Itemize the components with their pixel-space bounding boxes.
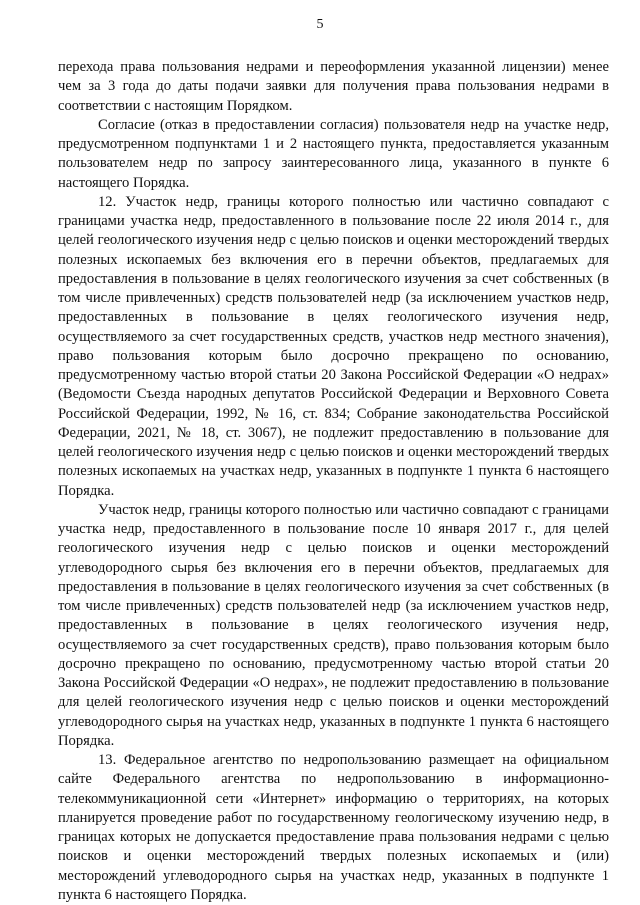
paragraph-continuation: перехода права пользования недрами и переоформления указанной лицензии) менее чем за 3 года до даты подачи заявки для получения права пользования недрами в соответствии с настоящим Порядком. xyxy=(58,59,609,114)
document-body xyxy=(58,58,609,905)
paragraph-consent: Согласие (отказ в предоставлении согласия) пользователя недр на участке недр, предусмотренном подпунктами 1 и 2 настоящего пункта, предоставляется указанным пользователем недр по запросу заинтересованного лица, указанного в пункте 6 настоящего Порядка. xyxy=(58,116,609,191)
paragraph-item-13: 13. Федеральное агентство по недропользованию размещает на официальном сайте Федерального агентства по недропользованию в информационно-телекоммуникационной сети «Интернет» информацию о территориях, на которых планируется проведение работ по государственному геологическому изучению недр, в границах которых не допускается предоставление права пользования недрами с целью поисков и оценки месторождений твердых полезных ископаемых и (или) месторождений углеводородного сырья на участках недр, указанных в подпункте 1 пункта 6 настоящего Порядка. xyxy=(58,752,609,903)
paragraph-item-12: 12. Участок недр, границы которого полностью или частично совпадают с границами участка недр, предоставленного в пользование после 22 июля 2014 г., для целей геологического изучения недр с целью поисков и оценки месторождений твердых полезных ископаемых без включения его в перечни объектов, предлагаемых для предоставления в пользование в целях геологического изучения за счет собственных (в том числе привлеченных) средств пользователей недр (за исключением участков недр, предоставленных в пользование в целях геологического изучения недр, осуществляемого за счет государственных средств, участков недр местного значения), право пользования которым было досрочно прекращено по основанию, предусмотренному частью второй статьи 20 Закона Российской Федерации «О недрах» (Ведомости Съезда народных депутатов Российской Федерации и Верховного Совета Российской Федерации, 1992, № 16, ст. 834; Собрание законодательства Российской Федерации, 2021, № 18, ст. 3067), не подлежит предоставлению в пользование для целей геологического изучения недр с целью поисков и оценки месторождений твердых полезных ископаемых на участках недр, указанных в подпункте 1 пункта 6 настоящего Порядка. xyxy=(58,193,609,499)
page-number: 5 xyxy=(316,17,324,32)
paragraph-item-12-hydrocarbons: Участок недр, границы которого полностью или частично совпадают с границами участка недр, предоставленного в пользование после 10 января 2017 г., для целей геологического изучения недр с целью поисков и оценки месторождений углеводородного сырья без включения его в перечни объектов, предлагаемых для предоставления в пользование в целях геологического изучения за счет собственных (в том числе привлеченных) средств пользователей недр (за исключением участков недр, предоставленных в пользование в целях геологического изучения недр, осуществляемого за счет государственных средств), право пользования которым было досрочно прекращено по основанию, предусмотренному частью второй статьи 20 Закона Российской Федерации «О недрах», не подлежит предоставлению в пользование для целей геологического изучения недр с целью поисков и оценки месторождений углеводородного сырья на участках недр, указанных в подпункте 1 пункта 6 настоящего Порядка. xyxy=(58,501,609,749)
